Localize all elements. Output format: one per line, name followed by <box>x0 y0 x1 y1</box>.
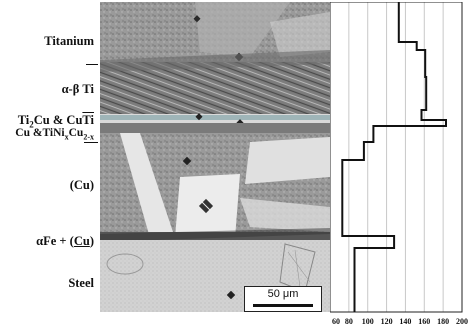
chart-tick-label: 100 <box>361 317 374 326</box>
micrograph-svg <box>100 2 330 312</box>
chart-tick-label: 60 <box>332 317 340 326</box>
scale-bar-label: 50 μm <box>267 288 299 300</box>
chart-tick-label: 160 <box>418 317 431 326</box>
label-alpha-fe-cu: αFe + (Cu) <box>36 234 94 248</box>
hardness-profile-line <box>342 2 446 312</box>
chart-tick-labels <box>332 317 468 326</box>
scale-bar-line <box>253 304 313 307</box>
label-cu-tinix: Cu $\&TiNi_xCu_{2-x}$ <box>15 127 94 142</box>
micrograph-image <box>100 2 330 312</box>
chart-tick-label: 80 <box>344 317 353 326</box>
label-alpha-beta-ti: α-β Ti <box>61 82 94 96</box>
label-ti2cu-cuti: $Ti_2Cu$ & $Cu\overline{Ti}$ <box>17 113 94 130</box>
label-cu: (Cu) <box>69 178 94 192</box>
hardness-profile-chart <box>330 2 470 328</box>
chart-tick-label: 180 <box>437 317 450 326</box>
label-titanium: Titanium <box>44 34 94 48</box>
zone-labels <box>0 0 100 328</box>
chart-tick-label: 120 <box>380 317 393 326</box>
chart-tick-label: 200 <box>456 317 468 326</box>
chart-frame <box>330 2 462 312</box>
label-divider <box>86 64 98 65</box>
chart-tick-label: 140 <box>399 317 412 326</box>
label-steel: Steel <box>68 276 94 290</box>
label-divider <box>84 142 98 143</box>
scale-bar <box>244 286 322 312</box>
